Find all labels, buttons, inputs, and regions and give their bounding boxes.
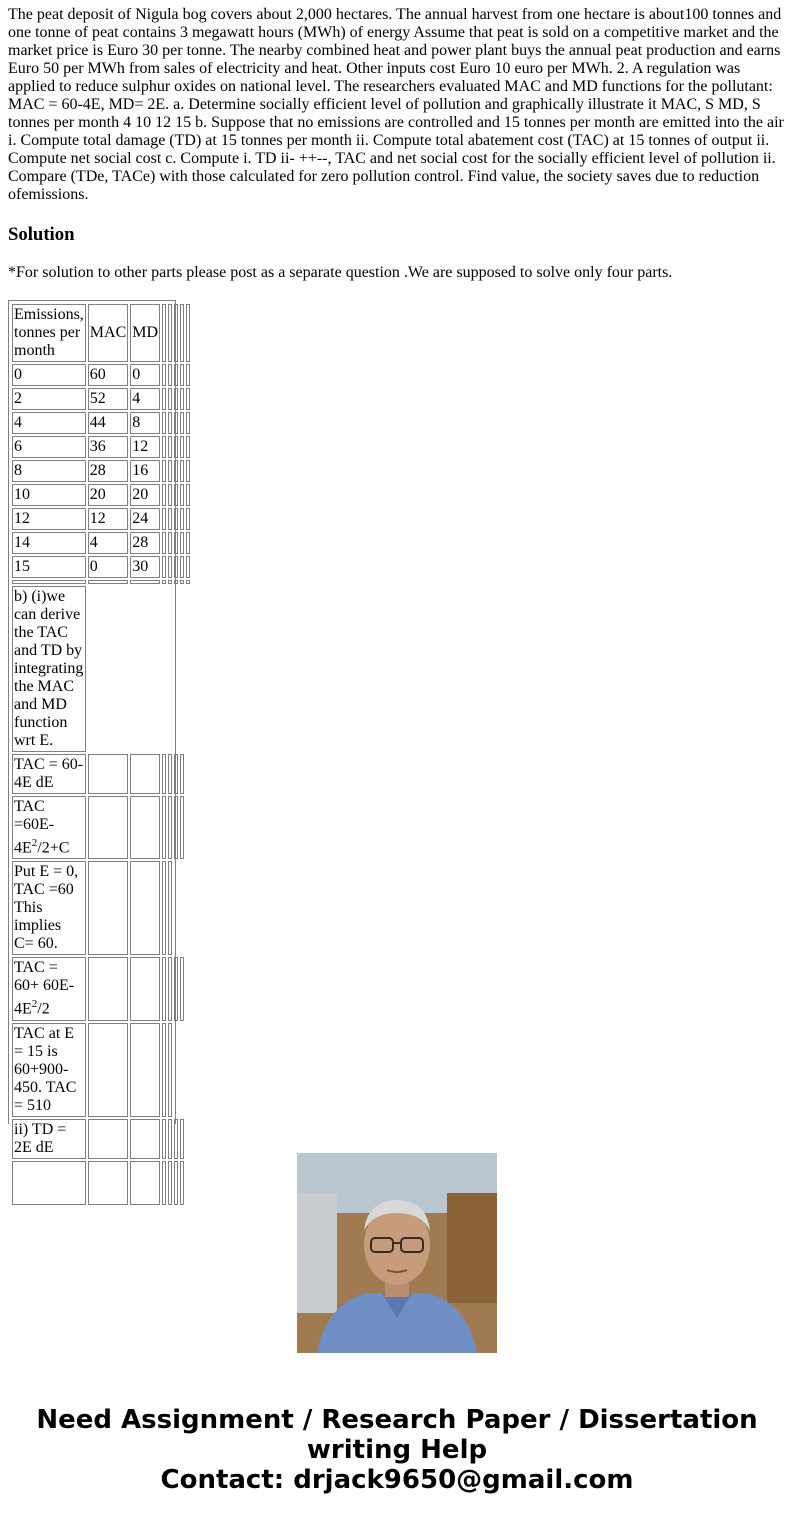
promo-line-2: writing Help [306,1435,488,1465]
emissions-cell: 8 [12,460,86,482]
empty-cell [162,508,166,530]
header-md: MD [130,304,160,362]
empty-cell [174,508,178,530]
table-header-row [12,304,190,362]
promo-line-1: Need Assignment / Research Paper / Dissertation [36,1405,758,1435]
empty-cell [180,1119,184,1159]
empty-cell [88,580,128,584]
empty-cell [168,436,172,458]
mac-cell: 52 [88,388,128,410]
author-avatar [297,1153,497,1353]
md-cell: 20 [130,484,160,506]
empty-cell [180,388,184,410]
empty-cell [174,388,178,410]
empty-cell [174,412,178,434]
empty-cell [162,580,166,584]
exponent: 2 [31,837,38,849]
empty-cell [168,796,172,859]
emissions-cell: 10 [12,484,86,506]
empty-cell [130,861,160,955]
md-cell: 24 [130,508,160,530]
empty-cell [88,1023,128,1117]
empty-cell [162,1119,166,1159]
empty-cell [180,532,184,554]
table-row [12,388,190,410]
empty-cell [168,532,172,554]
table-step-row [12,861,190,955]
table-step-row [12,1161,190,1205]
question-text: The peat deposit of Nigula bog covers about 2,000 hectares. The annual harvest from one hectare is about100 tonnes and one tonne of peat contains 3 megawatt hours (MWh) of energy Assume that peat is sold on a competitive market and the market price is Euro 30 per tonne. The nearby combined heat and power plant buys the annual peat production and earns Euro 50 per MWh from sales of electricity and heat. Other inputs cost Euro 10 euro per MWh. 2. A regulation was applied to reduce sulphur oxides on national level. The researchers evaluated MAC and MD functions for the pollutant: MAC = 60-4E, MD= 2E. a. Determine socially efficient level of pollution and graphically illustrate it MAC, S MD, S tonnes per month 4 10 12 15 b. Suppose that no emissions are controlled and 15 tonnes per month are emitted into the air i. Compute total damage (TD) at 15 tonnes per month ii. Compute total abatement cost (TAC) at 15 tonnes of output ii. Compute net social cost c. Compute i. TD ii- ++--, TAC and net social cost for the socially efficient level of pollution ii. Compare (TDe, TACe) with those calculated for zero pollution control. Find value, the society saves due to reduction ofemissions. [8,6,784,203]
empty-cell [168,304,172,362]
table-step-row [12,586,190,752]
table-row [12,412,190,434]
empty-cell [180,796,184,859]
table-row [12,460,190,482]
empty-cell [162,364,166,386]
empty-cell [168,957,172,1020]
step-text: ii) TD = 2E dE [12,1119,86,1159]
empty-cell [168,388,172,410]
emissions-cell: 0 [12,364,86,386]
table-step-row [12,957,190,1020]
empty-cell [88,796,128,859]
empty-cell [174,532,178,554]
empty-cell [130,957,160,1020]
empty-cell [174,754,178,794]
table-row [12,532,190,554]
empty-cell [174,460,178,482]
md-cell: 30 [130,556,160,578]
empty-cell [180,580,184,584]
empty-cell [162,556,166,578]
md-cell: 16 [130,460,160,482]
empty-cell [186,364,190,386]
mac-cell: 60 [88,364,128,386]
empty-cell [162,532,166,554]
empty-cell [174,364,178,386]
empty-cell [174,796,178,859]
header-mac: MAC [88,304,128,362]
empty-cell [180,556,184,578]
empty-cell [162,304,166,362]
empty-cell [180,436,184,458]
emissions-cell: 2 [12,388,86,410]
empty-cell [162,1023,166,1117]
empty-cell [130,1161,160,1205]
empty-cell [186,484,190,506]
mac-cell: 44 [88,412,128,434]
step-text: TAC = $60+ 60E-4E^2/2$ [12,957,86,1020]
step-text: TAC at E = 15 is 60+900-450. TAC = 510 [12,1023,86,1117]
md-cell: 0 [130,364,160,386]
empty-cell [130,796,160,859]
empty-cell [162,436,166,458]
emissions-cell: 4 [12,412,86,434]
step-text: b) (i)we can derive the TAC and TD by integrating the MAC and MD function wrt E. [12,586,86,752]
table-step-row [12,754,190,794]
empty-cell [174,1161,178,1205]
empty-cell [174,556,178,578]
promo-contact[interactable]: Contact: drjack9650@gmail.com [160,1465,634,1495]
empty-cell [162,412,166,434]
table-row [12,484,190,506]
empty-cell [168,364,172,386]
author-portrait-image [297,1153,497,1353]
table-step-row [12,796,190,859]
emissions-cell: 15 [12,556,86,578]
empty-cell [168,508,172,530]
document-body [8,6,786,1156]
empty-cell [168,754,172,794]
empty-cell [174,484,178,506]
empty-cell [12,1161,86,1205]
solution-table-container[interactable] [8,300,176,1156]
solution-note: *For solution to other parts please post as a separate question .We are supposed to solve only four parts. [8,264,673,281]
mac-cell: 20 [88,484,128,506]
exponent: 2 [31,998,38,1011]
mac-cell: 4 [88,532,128,554]
step-text: TAC $=60E-4E^2/2+C$ [12,796,86,859]
empty-cell [168,460,172,482]
empty-cell [130,754,160,794]
empty-cell [186,436,190,458]
empty-cell [88,957,128,1020]
empty-cell [162,1161,166,1205]
empty-cell [180,364,184,386]
empty-cell [180,412,184,434]
empty-cell [186,580,190,584]
empty-cell [168,412,172,434]
table-step-row [12,1119,190,1159]
empty-cell [180,460,184,482]
emissions-cell: 12 [12,508,86,530]
empty-cell [130,580,160,584]
empty-cell [168,1023,172,1117]
emissions-cell: 6 [12,436,86,458]
promo-text [0,1405,794,1495]
header-emissions: Emissions, tonnes per month [12,304,86,362]
solution-heading: Solution [8,224,75,245]
empty-cell [162,796,166,859]
emissions-cell: 14 [12,532,86,554]
md-cell: 4 [130,388,160,410]
empty-cell [168,484,172,506]
solution-table [10,302,192,1207]
table-row [12,436,190,458]
empty-cell [130,1119,160,1159]
mac-cell: 36 [88,436,128,458]
table-row [12,508,190,530]
empty-cell [168,556,172,578]
empty-cell [180,957,184,1020]
empty-cell [174,436,178,458]
empty-cell [162,460,166,482]
mac-cell: 12 [88,508,128,530]
empty-cell [180,304,184,362]
mac-cell: 28 [88,460,128,482]
empty-cell [88,754,128,794]
empty-cell [180,1161,184,1205]
empty-cell [12,580,86,584]
empty-cell [180,484,184,506]
empty-cell [88,861,128,955]
empty-cell [186,388,190,410]
empty-cell [162,861,166,955]
empty-cell [180,508,184,530]
mac-cell: 0 [88,556,128,578]
empty-cell [174,1119,178,1159]
md-cell: 8 [130,412,160,434]
md-cell: 28 [130,532,160,554]
empty-cell [168,861,172,955]
md-cell: 12 [130,436,160,458]
empty-cell [186,532,190,554]
empty-cell [168,1161,172,1205]
empty-cell [186,412,190,434]
step-text: TAC = 60-4E dE [12,754,86,794]
empty-cell [162,957,166,1020]
table-step-row [12,1023,190,1117]
empty-cell [180,754,184,794]
empty-cell [186,556,190,578]
empty-cell [162,754,166,794]
empty-cell [88,1161,128,1205]
table-row [12,556,190,578]
empty-cell [186,304,190,362]
empty-cell [174,580,178,584]
empty-cell [162,484,166,506]
empty-cell [162,388,166,410]
empty-cell [186,508,190,530]
empty-cell [168,1119,172,1159]
empty-cell [88,1119,128,1159]
table-spacer-row [12,580,190,584]
empty-cell [168,580,172,584]
empty-cell [186,460,190,482]
step-text: Put E = 0, TAC =60 This implies C= 60. [12,861,86,955]
empty-cell [130,1023,160,1117]
table-row [12,364,190,386]
empty-cell [174,957,178,1020]
empty-cell [174,304,178,362]
